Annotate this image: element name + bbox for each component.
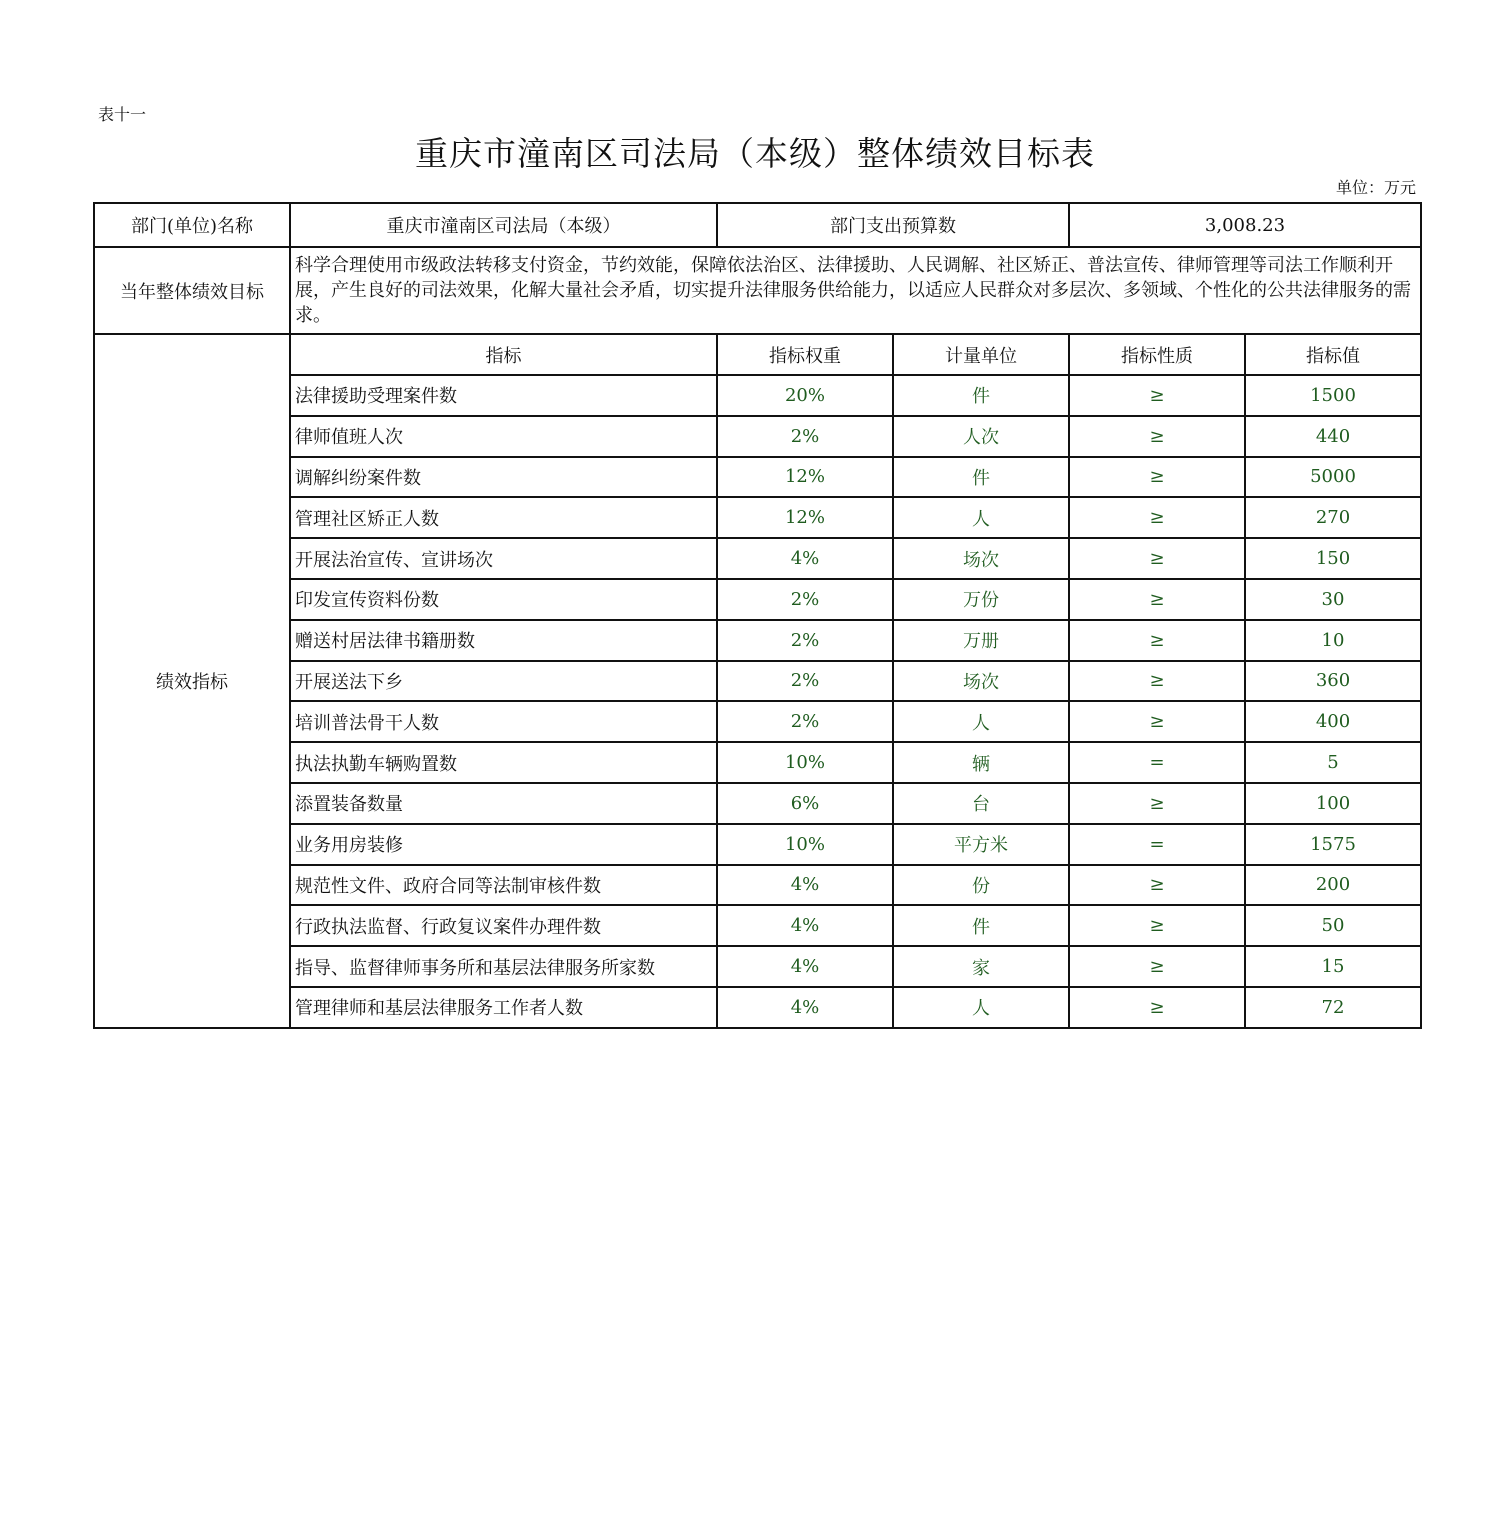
indicator-value-cell: 100	[1245, 783, 1421, 824]
indicator-name-cell: 法律援助受理案件数	[290, 375, 717, 416]
table-row	[94, 987, 1421, 1028]
performance-table	[93, 202, 1422, 1029]
indicator-value-cell: 150	[1245, 538, 1421, 579]
indicator-name-cell: 印发宣传资料份数	[290, 579, 717, 620]
table-row	[94, 416, 1421, 457]
table-row	[94, 742, 1421, 783]
indicator-value-cell: 72	[1245, 987, 1421, 1028]
goal-text-cell: 科学合理使用市级政法转移支付资金，节约效能，保障依法治区、法律援助、人民调解、社区矫正、普法宣传、律师管理等司法工作顺利开展，产生良好的司法效果，化解大量社会矛盾，切实提升法律服务供给能力，以适应人民群众对多层次、多领域、个性化的公共法律服务的需求。	[290, 247, 1421, 334]
indicator-unit-cell: 万册	[893, 620, 1069, 661]
indicator-value-cell: 270	[1245, 497, 1421, 538]
indicator-weight-cell: 12%	[717, 457, 893, 498]
indicator-unit-cell: 场次	[893, 661, 1069, 702]
indicator-nature-cell: ≥	[1069, 701, 1245, 742]
indicator-name-cell: 添置装备数量	[290, 783, 717, 824]
header-row	[94, 203, 1421, 247]
table-row	[94, 538, 1421, 579]
indicator-unit-cell: 人次	[893, 416, 1069, 457]
indicator-unit-cell: 人	[893, 701, 1069, 742]
indicator-value-cell: 400	[1245, 701, 1421, 742]
indicator-name-cell: 规范性文件、政府合同等法制审核件数	[290, 865, 717, 906]
indicator-value-cell: 5	[1245, 742, 1421, 783]
indicator-name-cell: 律师值班人次	[290, 416, 717, 457]
indicator-weight-cell: 4%	[717, 538, 893, 579]
goal-label-cell: 当年整体绩效目标	[94, 247, 290, 334]
indicator-value-cell: 15	[1245, 946, 1421, 987]
indicator-column-header-row	[94, 334, 1421, 375]
indicator-unit-cell: 份	[893, 865, 1069, 906]
indicator-name-cell: 业务用房装修	[290, 824, 717, 865]
column-header-unit: 计量单位	[893, 334, 1069, 375]
indicator-name-cell: 指导、监督律师事务所和基层法律服务所家数	[290, 946, 717, 987]
indicator-name-cell: 管理社区矫正人数	[290, 497, 717, 538]
indicator-unit-cell: 万份	[893, 579, 1069, 620]
table-row	[94, 375, 1421, 416]
indicator-value-cell: 200	[1245, 865, 1421, 906]
indicator-weight-cell: 12%	[717, 497, 893, 538]
table-row	[94, 905, 1421, 946]
table-row	[94, 946, 1421, 987]
indicator-nature-cell: ≥	[1069, 457, 1245, 498]
indicator-name-cell: 调解纠纷案件数	[290, 457, 717, 498]
column-header-nature: 指标性质	[1069, 334, 1245, 375]
indicator-weight-cell: 20%	[717, 375, 893, 416]
table-row	[94, 865, 1421, 906]
indicator-nature-cell: ≥	[1069, 579, 1245, 620]
indicator-unit-cell: 台	[893, 783, 1069, 824]
indicator-unit-cell: 辆	[893, 742, 1069, 783]
indicator-nature-cell: =	[1069, 824, 1245, 865]
indicator-weight-cell: 4%	[717, 987, 893, 1028]
table-number: 表十一	[98, 105, 147, 124]
indicator-nature-cell: ≥	[1069, 987, 1245, 1028]
indicator-value-cell: 10	[1245, 620, 1421, 661]
indicator-unit-cell: 件	[893, 457, 1069, 498]
indicator-name-cell: 行政执法监督、行政复议案件办理件数	[290, 905, 717, 946]
indicator-weight-cell: 2%	[717, 661, 893, 702]
indicator-weight-cell: 4%	[717, 905, 893, 946]
table-row	[94, 783, 1421, 824]
dept-name-cell: 重庆市潼南区司法局（本级）	[290, 203, 717, 247]
indicator-value-cell: 5000	[1245, 457, 1421, 498]
indicator-unit-cell: 人	[893, 987, 1069, 1028]
indicator-unit-cell: 件	[893, 375, 1069, 416]
indicator-nature-cell: ≥	[1069, 865, 1245, 906]
indicator-value-cell: 1575	[1245, 824, 1421, 865]
indicator-nature-cell: ≥	[1069, 946, 1245, 987]
column-header-value: 指标值	[1245, 334, 1421, 375]
indicator-weight-cell: 10%	[717, 824, 893, 865]
table-row	[94, 620, 1421, 661]
page-title: 重庆市潼南区司法局（本级）整体绩效目标表	[415, 134, 1095, 173]
indicator-nature-cell: =	[1069, 742, 1245, 783]
indicator-name-cell: 开展法治宣传、宣讲场次	[290, 538, 717, 579]
indicators-section-label: 绩效指标	[94, 334, 290, 1028]
indicator-value-cell: 440	[1245, 416, 1421, 457]
indicator-weight-cell: 2%	[717, 620, 893, 661]
column-header-indicator: 指标	[290, 334, 717, 375]
indicator-unit-cell: 场次	[893, 538, 1069, 579]
table-row	[94, 661, 1421, 702]
table-row	[94, 579, 1421, 620]
indicator-value-cell: 360	[1245, 661, 1421, 702]
indicator-weight-cell: 2%	[717, 416, 893, 457]
indicator-nature-cell: ≥	[1069, 538, 1245, 579]
indicator-nature-cell: ≥	[1069, 783, 1245, 824]
table-row	[94, 457, 1421, 498]
indicator-value-cell: 50	[1245, 905, 1421, 946]
column-header-weight: 指标权重	[717, 334, 893, 375]
indicator-unit-cell: 平方米	[893, 824, 1069, 865]
unit-label: 单位：万元	[1335, 178, 1416, 197]
indicator-nature-cell: ≥	[1069, 661, 1245, 702]
indicator-value-cell: 30	[1245, 579, 1421, 620]
indicator-value-cell: 1500	[1245, 375, 1421, 416]
indicator-name-cell: 开展送法下乡	[290, 661, 717, 702]
indicator-weight-cell: 2%	[717, 579, 893, 620]
indicator-nature-cell: ≥	[1069, 905, 1245, 946]
indicator-nature-cell: ≥	[1069, 497, 1245, 538]
table-row	[94, 701, 1421, 742]
indicator-weight-cell: 10%	[717, 742, 893, 783]
indicator-unit-cell: 人	[893, 497, 1069, 538]
budget-label-cell: 部门支出预算数	[717, 203, 1069, 247]
table-row	[94, 497, 1421, 538]
budget-value-cell: 3,008.23	[1069, 203, 1421, 247]
indicator-name-cell: 执法执勤车辆购置数	[290, 742, 717, 783]
indicator-nature-cell: ≥	[1069, 416, 1245, 457]
indicator-name-cell: 赠送村居法律书籍册数	[290, 620, 717, 661]
indicator-weight-cell: 2%	[717, 701, 893, 742]
indicator-name-cell: 管理律师和基层法律服务工作者人数	[290, 987, 717, 1028]
indicator-nature-cell: ≥	[1069, 375, 1245, 416]
table-row	[94, 824, 1421, 865]
indicator-name-cell: 培训普法骨干人数	[290, 701, 717, 742]
indicator-unit-cell: 件	[893, 905, 1069, 946]
indicator-weight-cell: 6%	[717, 783, 893, 824]
indicator-unit-cell: 家	[893, 946, 1069, 987]
dept-label-cell: 部门(单位)名称	[94, 203, 290, 247]
indicator-nature-cell: ≥	[1069, 620, 1245, 661]
indicator-weight-cell: 4%	[717, 946, 893, 987]
goal-row	[94, 247, 1421, 334]
indicator-weight-cell: 4%	[717, 865, 893, 906]
